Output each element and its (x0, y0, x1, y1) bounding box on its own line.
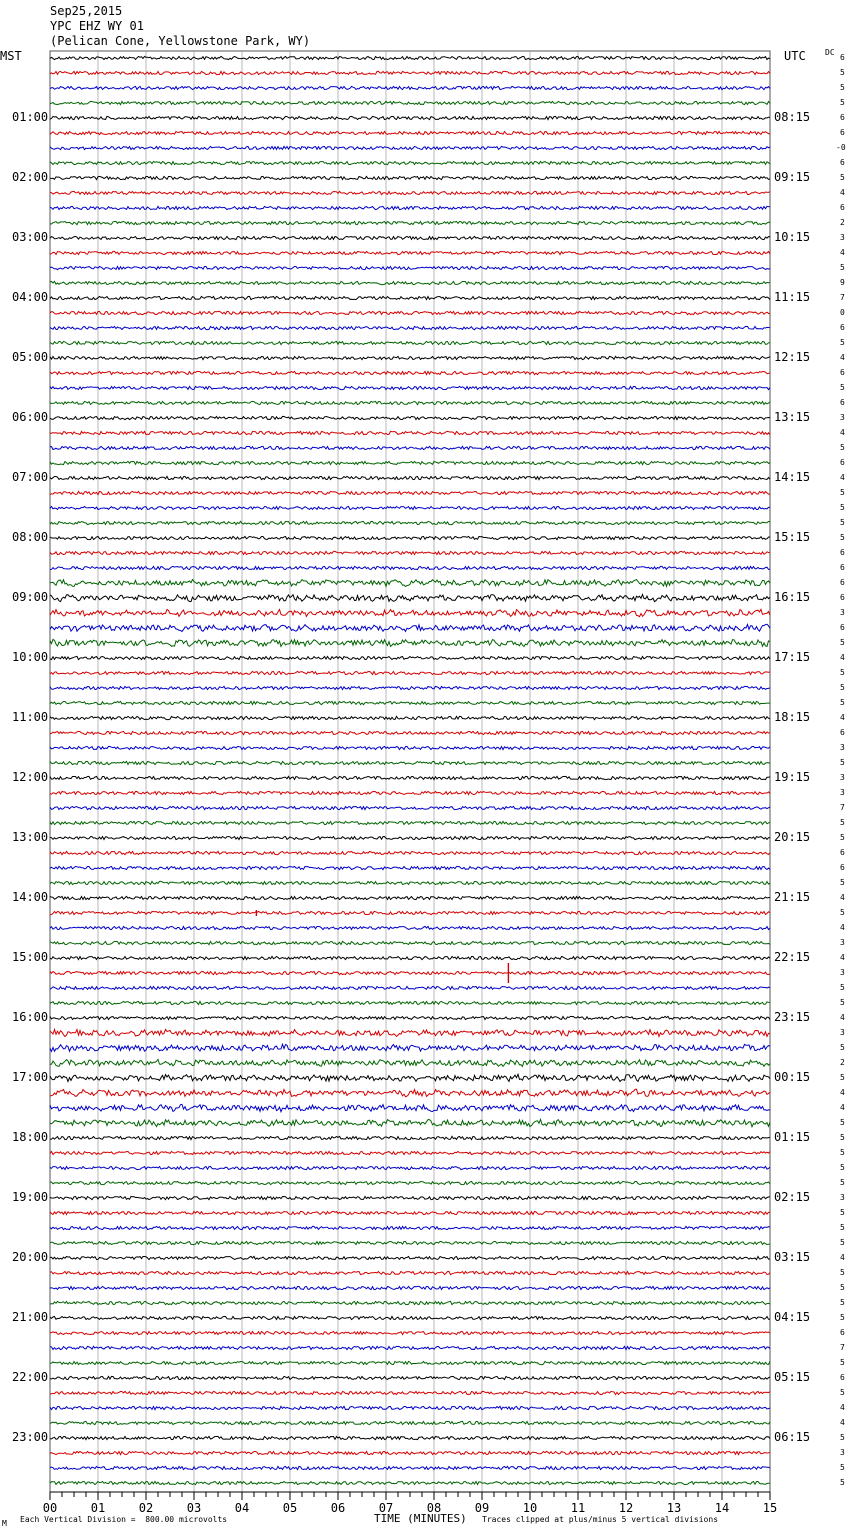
dc-offset-value: 5 (840, 758, 845, 767)
dc-offset-value: 5 (840, 833, 845, 842)
seismic-trace (50, 1241, 770, 1244)
dc-offset-value: 4 (840, 188, 845, 197)
utc-hour-label: 03:15 (774, 1250, 811, 1264)
x-tick-label: 09 (474, 1501, 490, 1515)
seismic-trace (50, 1136, 770, 1139)
dc-offset-value: 5 (840, 1223, 845, 1232)
dc-offset-value: 4 (840, 653, 845, 662)
dc-offset-value: 5 (840, 1283, 845, 1292)
seismic-trace (50, 431, 770, 434)
seismic-trace (50, 1089, 770, 1097)
dc-offset-value: 6 (840, 1373, 845, 1382)
dc-offset-value: 5 (840, 1178, 845, 1187)
seismic-trace (50, 1286, 770, 1289)
dc-offset-value: 5 (840, 1358, 845, 1367)
seismic-trace (50, 506, 770, 509)
mst-hour-label: 15:00 (12, 950, 49, 964)
seismic-trace (50, 1119, 770, 1126)
dc-offset-value: 5 (840, 1043, 845, 1052)
seismic-trace (50, 776, 770, 779)
dc-offset-value: 5 (840, 1133, 845, 1142)
seismic-trace (50, 639, 770, 646)
seismic-trace (50, 746, 770, 749)
x-tick-label: 03 (186, 1501, 202, 1515)
seismic-trace (50, 1406, 770, 1409)
seismic-trace (50, 161, 770, 164)
seismic-trace (50, 476, 770, 479)
dc-offset-value: 5 (840, 518, 845, 527)
seismic-trace (50, 521, 770, 524)
seismic-trace (50, 1074, 770, 1081)
seismic-trace (50, 686, 770, 689)
mst-hour-label: 22:00 (12, 1370, 49, 1384)
dc-offset-value: 6 (840, 323, 845, 332)
utc-hour-label: 13:15 (774, 410, 811, 424)
seismic-trace (50, 1421, 770, 1424)
mst-hour-label: 09:00 (12, 590, 49, 604)
mst-hour-label: 14:00 (12, 890, 49, 904)
dc-offset-value: 6 (840, 578, 845, 587)
seismic-trace (50, 251, 770, 254)
seismic-trace (50, 1451, 770, 1454)
x-tick-label: 07 (378, 1501, 394, 1515)
dc-offset-value: 3 (840, 413, 845, 422)
dc-offset-value: 6 (840, 563, 845, 572)
dc-offset-value: 5 (840, 1463, 845, 1472)
seismic-trace (50, 580, 770, 587)
dc-offset-value: 5 (840, 638, 845, 647)
dc-offset-value: 5 (840, 818, 845, 827)
seismic-trace (50, 1331, 770, 1334)
dc-offset-value: 5 (840, 1118, 845, 1127)
dc-offset-value: 5 (840, 173, 845, 182)
seismic-trace (50, 716, 770, 719)
dc-offset-header: DC (825, 48, 835, 57)
utc-hour-label: 17:15 (774, 650, 811, 664)
utc-hour-label: 04:15 (774, 1310, 811, 1324)
seismic-trace (50, 101, 770, 104)
seismic-trace (50, 326, 770, 329)
seismic-trace (50, 71, 770, 74)
mst-hour-label: 20:00 (12, 1250, 49, 1264)
dc-offset-value: 5 (840, 1073, 845, 1082)
seismic-trace (50, 941, 770, 944)
seismic-trace (50, 311, 770, 314)
utc-hour-label: 22:15 (774, 950, 811, 964)
dc-offset-value: 3 (840, 1028, 845, 1037)
dc-offset-value: 5 (840, 1433, 845, 1442)
mst-hour-label: 19:00 (12, 1190, 49, 1204)
seismic-trace (50, 146, 770, 149)
dc-offset-value: 5 (840, 908, 845, 917)
seismic-trace (50, 791, 770, 794)
dc-offset-value: 6 (840, 623, 845, 632)
seismic-trace (50, 761, 770, 764)
dc-offset-value: 6 (840, 863, 845, 872)
dc-offset-value: 5 (840, 1208, 845, 1217)
dc-offset-value: 3 (840, 608, 845, 617)
scale-mark: M (2, 1519, 7, 1528)
dc-offset-value: 5 (840, 698, 845, 707)
dc-offset-value: 5 (840, 683, 845, 692)
seismic-trace (50, 206, 770, 209)
x-tick-label: 00 (42, 1501, 58, 1515)
dc-offset-value: 3 (840, 1193, 845, 1202)
dc-offset-value: 3 (840, 773, 845, 782)
utc-hour-label: 14:15 (774, 470, 811, 484)
dc-offset-value: 5 (840, 488, 845, 497)
dc-offset-value: 4 (840, 473, 845, 482)
dc-offset-value: 2 (840, 218, 845, 227)
dc-offset-value: 6 (840, 593, 845, 602)
left-timezone-label: MST (0, 49, 22, 63)
dc-offset-value: 6 (840, 458, 845, 467)
dc-offset-value: 6 (840, 848, 845, 857)
x-tick-label: 13 (666, 1501, 682, 1515)
dc-offset-value: 6 (840, 728, 845, 737)
seismic-trace (50, 1466, 770, 1469)
dc-offset-value: 4 (840, 1403, 845, 1412)
dc-offset-value: 4 (840, 893, 845, 902)
dc-offset-value: 5 (840, 338, 845, 347)
dc-offset-value: 4 (840, 353, 845, 362)
dc-offset-value: 6 (840, 368, 845, 377)
x-tick-label: 02 (138, 1501, 154, 1515)
seismic-trace (50, 86, 770, 89)
mst-hour-label: 23:00 (12, 1430, 49, 1444)
seismic-trace (50, 536, 770, 539)
mst-hour-label: 18:00 (12, 1130, 49, 1144)
mst-hour-label: 11:00 (12, 710, 49, 724)
x-tick-label: 05 (282, 1501, 298, 1515)
seismic-trace (50, 116, 770, 119)
seismic-trace (50, 1001, 770, 1004)
utc-hour-label: 21:15 (774, 890, 811, 904)
seismic-trace (50, 191, 770, 194)
dc-offset-value: 5 (840, 503, 845, 512)
utc-hour-label: 23:15 (774, 1010, 811, 1024)
x-tick-label: 12 (618, 1501, 634, 1515)
seismic-trace (50, 806, 770, 809)
seismic-trace (50, 1029, 770, 1036)
dc-offset-value: 0 (840, 308, 845, 317)
dc-offset-value: 5 (840, 983, 845, 992)
seismic-trace (50, 609, 770, 616)
utc-hour-label: 02:15 (774, 1190, 811, 1204)
mst-hour-label: 08:00 (12, 530, 49, 544)
seismic-trace (50, 56, 770, 59)
seismic-trace (50, 1060, 770, 1067)
seismic-trace (50, 1151, 770, 1154)
mst-hour-label: 01:00 (12, 110, 49, 124)
utc-hour-label: 11:15 (774, 290, 811, 304)
seismic-trace (50, 371, 770, 374)
seismic-trace (50, 656, 770, 659)
station-location: (Pelican Cone, Yellowstone Park, WY) (50, 34, 311, 48)
seismic-trace (50, 1436, 770, 1439)
dc-offset-value: 4 (840, 248, 845, 257)
x-tick-label: 06 (330, 1501, 346, 1515)
dc-offset-value: 6 (840, 203, 845, 212)
mst-hour-label: 03:00 (12, 230, 49, 244)
seismic-trace (50, 281, 770, 284)
utc-hour-label: 15:15 (774, 530, 811, 544)
seismic-trace (50, 176, 770, 179)
dc-offset-value: 5 (840, 1478, 845, 1487)
x-tick-label: 10 (522, 1501, 538, 1515)
dc-offset-value: 6 (840, 128, 845, 137)
dc-offset-value: 5 (840, 83, 845, 92)
seismic-trace (50, 866, 770, 869)
dc-offset-value: 5 (840, 1313, 845, 1322)
x-tick-label: 14 (714, 1501, 730, 1515)
seismic-trace (50, 671, 770, 674)
dc-offset-value: 7 (840, 293, 845, 302)
seismic-trace (50, 624, 770, 631)
dc-offset-value: 6 (840, 53, 845, 62)
seismic-trace (50, 731, 770, 734)
utc-hour-label: 05:15 (774, 1370, 811, 1384)
seismic-trace (50, 1481, 770, 1484)
dc-offset-value: 5 (840, 68, 845, 77)
dc-offset-value: 5 (840, 1238, 845, 1247)
seismic-trace (50, 131, 770, 134)
seismic-trace (50, 356, 770, 359)
plot-date: Sep25,2015 (50, 4, 123, 18)
seismic-trace (50, 1256, 770, 1259)
utc-hour-label: 00:15 (774, 1070, 811, 1084)
utc-hour-label: 08:15 (774, 110, 811, 124)
dc-offset-value: 4 (840, 1418, 845, 1427)
utc-hour-label: 18:15 (774, 710, 811, 724)
dc-offset-value: 3 (840, 233, 845, 242)
seismic-trace (50, 1271, 770, 1274)
seismic-trace (50, 595, 770, 602)
station-code: YPC EHZ WY 01 (50, 19, 144, 33)
seismic-trace (50, 1196, 770, 1199)
dc-offset-value: 5 (840, 1298, 845, 1307)
mst-hour-label: 17:00 (12, 1070, 49, 1084)
seismic-trace (50, 926, 770, 929)
seismic-trace (50, 1211, 770, 1214)
x-axis-title: TIME (MINUTES) (374, 1512, 467, 1525)
mst-hour-label: 02:00 (12, 170, 49, 184)
utc-hour-label: 12:15 (774, 350, 811, 364)
utc-hour-label: 06:15 (774, 1430, 811, 1444)
dc-offset-value: 4 (840, 923, 845, 932)
mst-hour-label: 05:00 (12, 350, 49, 364)
seismic-trace (50, 1166, 770, 1169)
seismic-trace (50, 266, 770, 269)
seismic-trace (50, 1301, 770, 1304)
seismic-trace (50, 896, 770, 899)
seismic-trace (50, 971, 770, 974)
vertical-scale-note: Each Vertical Division = 800.00 microvolts (20, 1515, 228, 1524)
mst-hour-label: 16:00 (12, 1010, 49, 1024)
dc-offset-value: 4 (840, 1103, 845, 1112)
mst-hour-label: 04:00 (12, 290, 49, 304)
dc-offset-value: 6 (840, 1328, 845, 1337)
dc-offset-value: 6 (840, 548, 845, 557)
seismic-trace (50, 386, 770, 389)
seismic-trace (50, 1016, 770, 1019)
x-tick-label: 01 (90, 1501, 106, 1515)
seismic-trace (50, 566, 770, 569)
dc-offset-value: 7 (840, 1343, 845, 1352)
dc-offset-value: 5 (840, 1163, 845, 1172)
seismic-trace (50, 701, 770, 704)
dc-offset-value: -0 (836, 143, 846, 152)
seismic-trace (50, 446, 770, 449)
seismic-trace (50, 881, 770, 884)
utc-hour-label: 16:15 (774, 590, 811, 604)
seismic-trace (50, 1361, 770, 1364)
dc-offset-value: 7 (840, 803, 845, 812)
seismic-trace (50, 296, 770, 299)
dc-offset-value: 2 (840, 1058, 845, 1067)
dc-offset-value: 3 (840, 938, 845, 947)
seismic-trace (50, 401, 770, 404)
dc-offset-value: 5 (840, 668, 845, 677)
seismic-trace (50, 491, 770, 494)
seismic-trace (50, 236, 770, 239)
seismic-trace (50, 1044, 770, 1051)
seismic-trace (50, 1391, 770, 1394)
dc-offset-value: 5 (840, 263, 845, 272)
seismic-trace (50, 836, 770, 839)
dc-offset-value: 5 (840, 443, 845, 452)
dc-offset-value: 6 (840, 158, 845, 167)
dc-offset-value: 5 (840, 998, 845, 1007)
dc-offset-value: 4 (840, 428, 845, 437)
dc-offset-value: 5 (840, 383, 845, 392)
dc-offset-value: 5 (840, 1148, 845, 1157)
dc-offset-value: 5 (840, 98, 845, 107)
dc-offset-value: 6 (840, 398, 845, 407)
clipping-note: Traces clipped at plus/minus 5 vertical divisions (482, 1515, 719, 1524)
seismic-trace (50, 416, 770, 419)
x-tick-label: 08 (426, 1501, 442, 1515)
right-timezone-label: UTC (784, 49, 806, 63)
dc-offset-value: 4 (840, 1088, 845, 1097)
dc-offset-value: 6 (840, 113, 845, 122)
utc-hour-label: 01:15 (774, 1130, 811, 1144)
utc-hour-label: 20:15 (774, 830, 811, 844)
seismic-trace (50, 1376, 770, 1379)
x-tick-label: 04 (234, 1501, 250, 1515)
x-tick-label: 15 (762, 1501, 778, 1515)
seismic-traces (50, 56, 770, 1484)
seismic-trace (50, 1346, 770, 1349)
mst-hour-label: 13:00 (12, 830, 49, 844)
dc-offset-value: 3 (840, 743, 845, 752)
dc-offset-value: 4 (840, 953, 845, 962)
dc-offset-value: 3 (840, 968, 845, 977)
seismic-trace (50, 461, 770, 464)
dc-offset-value: 4 (840, 1013, 845, 1022)
dc-offset-value: 9 (840, 278, 845, 287)
seismic-trace (50, 341, 770, 344)
dc-offset-value: 5 (840, 1388, 845, 1397)
mst-hour-label: 21:00 (12, 1310, 49, 1324)
seismic-trace (50, 1316, 770, 1319)
seismic-trace (50, 986, 770, 989)
mst-hour-label: 12:00 (12, 770, 49, 784)
x-tick-label: 11 (570, 1501, 586, 1515)
mst-hour-label: 07:00 (12, 470, 49, 484)
dc-offset-value: 5 (840, 878, 845, 887)
seismic-trace (50, 851, 770, 854)
dc-offset-value: 4 (840, 713, 845, 722)
utc-hour-label: 10:15 (774, 230, 811, 244)
dc-offset-value: 3 (840, 788, 845, 797)
dc-offset-value: 5 (840, 1268, 845, 1277)
dc-offset-value: 5 (840, 533, 845, 542)
mst-hour-label: 06:00 (12, 410, 49, 424)
seismic-trace (50, 956, 770, 959)
dc-offset-value: 3 (840, 1448, 845, 1457)
utc-hour-label: 19:15 (774, 770, 811, 784)
seismic-trace (50, 1181, 770, 1184)
seismic-trace (50, 221, 770, 224)
mst-hour-label: 10:00 (12, 650, 49, 664)
dc-offset-value: 4 (840, 1253, 845, 1262)
seismic-trace (50, 821, 770, 824)
seismic-trace (50, 1226, 770, 1229)
seismic-trace (50, 551, 770, 554)
seismic-trace (50, 1104, 770, 1111)
seismic-trace (50, 911, 770, 914)
utc-hour-label: 09:15 (774, 170, 811, 184)
